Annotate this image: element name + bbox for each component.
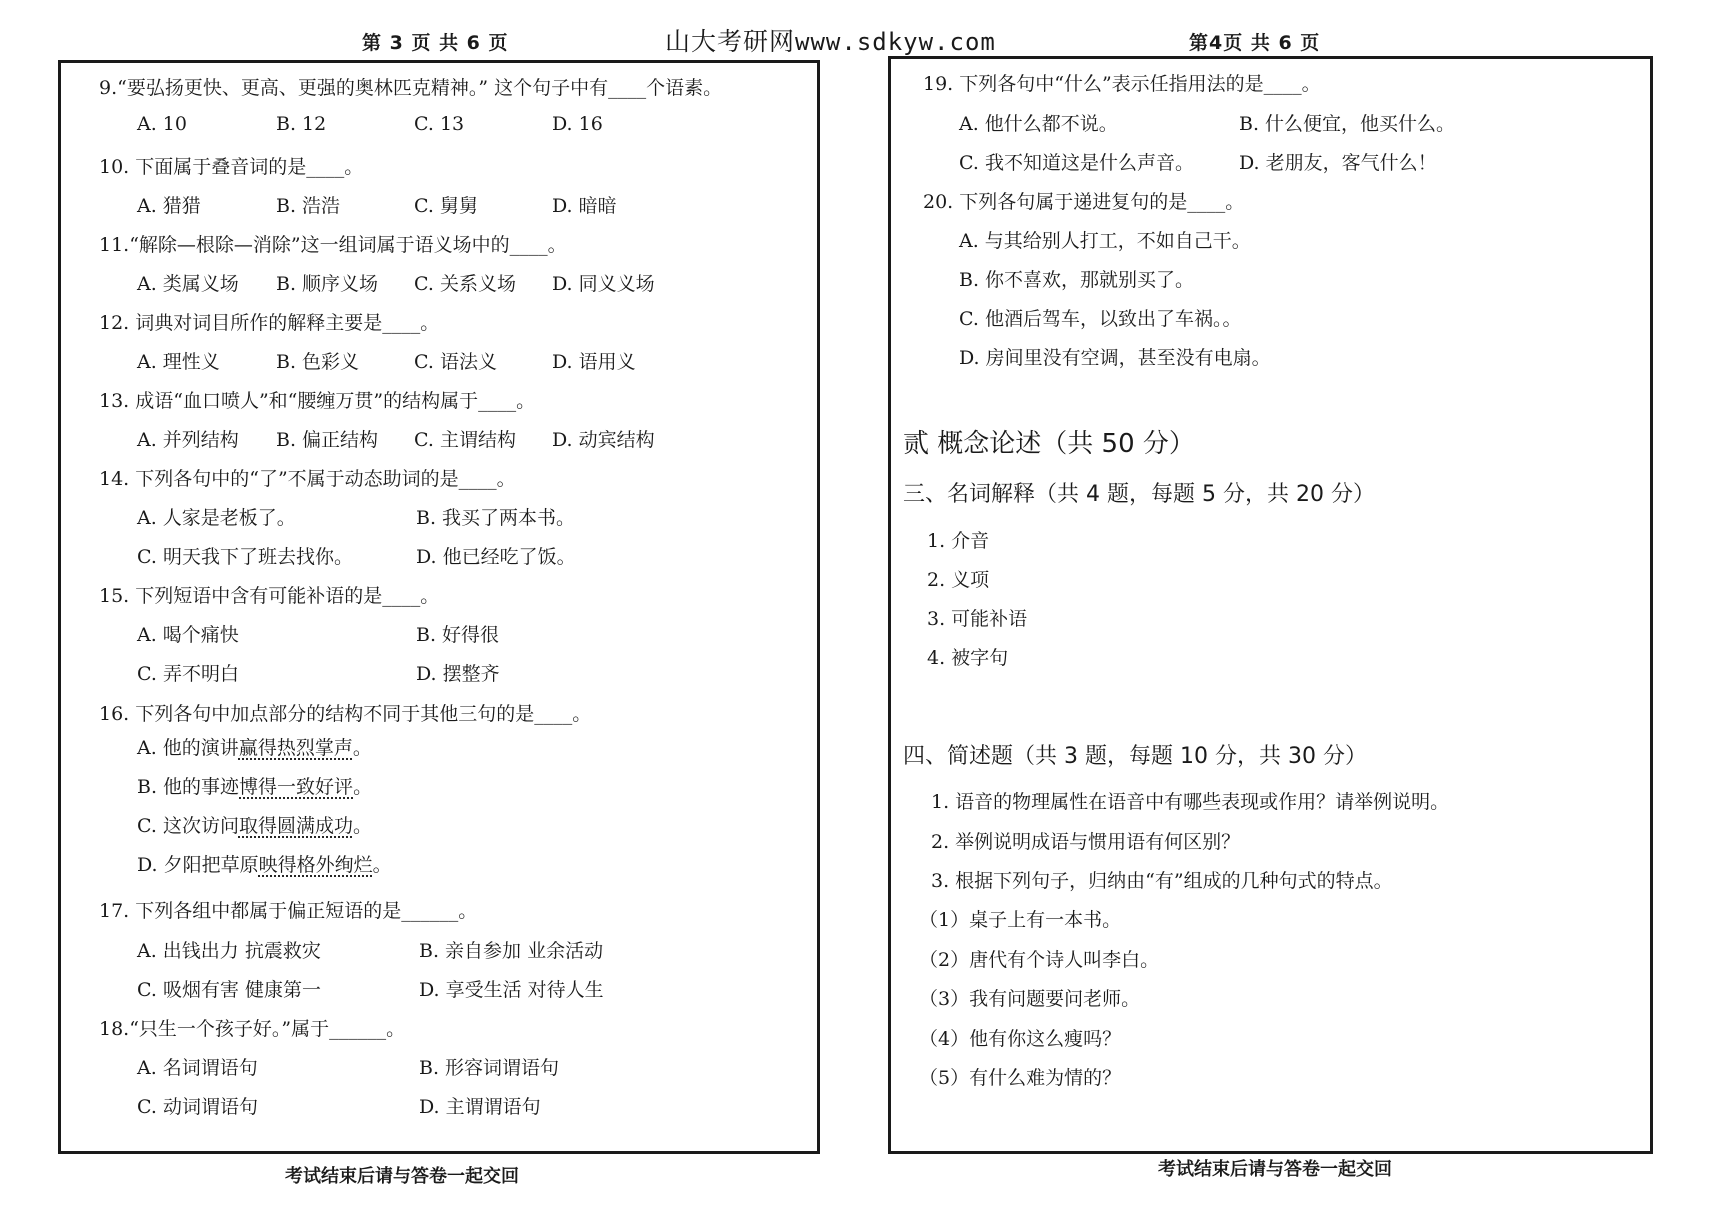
question-16: 16. 下列各句中加点部分的结构不同于其他三句的是____。 <box>99 703 592 725</box>
q19-option-d: D. 老朋友，客气什么！ <box>1239 152 1437 174</box>
q14-option-b: B. 我买了两本书。 <box>416 507 576 529</box>
q18-option-a: A. 名词谓语句 <box>137 1057 258 1079</box>
question-18: 18.“只生一个孩子好。”属于______。 <box>99 1018 406 1040</box>
q13-option-b: B. 偏正结构 <box>276 429 379 451</box>
q15-option-a: A. 喝个痛快 <box>137 624 239 646</box>
q16-d-plain: D. 夕阳把草原 <box>137 854 259 876</box>
q11-option-d: D. 同义义场 <box>552 273 655 295</box>
example-sentence: （2）唐代有个诗人叫李白。 <box>919 949 1160 971</box>
q9-option-d: D. 16 <box>552 113 603 135</box>
right-page <box>888 56 1653 1154</box>
q12-option-d: D. 语用义 <box>552 351 636 373</box>
q12-option-c: C. 语法义 <box>414 351 497 373</box>
q19-option-a: A. 他什么都不说。 <box>959 113 1118 135</box>
q16-d-end: 。 <box>372 854 392 876</box>
q19-option-b: B. 什么便宜，他买什么。 <box>1239 113 1456 135</box>
question-13: 13. 成语“血口喷人”和“腰缠万贯”的结构属于____。 <box>99 390 536 412</box>
question-14: 14. 下列各句中的“了”不属于动态助词的是____。 <box>99 468 516 490</box>
essay-question: 2. 举例说明成语与惯用语有何区别？ <box>931 831 1241 853</box>
q16-option-c <box>137 811 372 838</box>
q11-option-b: B. 顺序义场 <box>276 273 379 295</box>
q19-option-c: C. 我不知道这是什么声音。 <box>959 152 1194 174</box>
term-item: 1. 介音 <box>927 530 990 552</box>
example-sentence: （3）我有问题要问老师。 <box>919 988 1141 1010</box>
q13-option-d: D. 动宾结构 <box>552 429 655 451</box>
q11-option-c: C. 关系义场 <box>414 273 516 295</box>
q20-option-b: B. 你不喜欢，那就别买了。 <box>959 269 1195 291</box>
q16-c-end: 。 <box>352 815 372 837</box>
q9-option-b: B. 12 <box>276 113 327 135</box>
site-name: 山大考研网 <box>665 27 796 56</box>
question-12: 12. 词典对词目所作的解释主要是____。 <box>99 312 440 334</box>
section-four-heading: 四、简述题（共 3 题，每题 10 分，共 30 分） <box>903 744 1367 769</box>
q16-c-plain: C. 这次访问 <box>137 815 239 837</box>
site-header <box>665 22 996 58</box>
question-15: 15. 下列短语中含有可能补语的是____。 <box>99 585 440 607</box>
q16-a-end: 。 <box>352 737 372 759</box>
q9-option-c: C. 13 <box>414 113 465 135</box>
question-11: 11.“解除—根除—消除”这一组词属于语义场中的____。 <box>99 234 567 256</box>
left-footer-note: 考试结束后请与答卷一起交回 <box>285 1166 519 1187</box>
q11-option-a: A. 类属义场 <box>137 273 239 295</box>
question-17: 17. 下列各组中都属于偏正短语的是______。 <box>99 900 478 922</box>
q14-option-a: A. 人家是老板了。 <box>137 507 296 529</box>
example-sentence: （5）有什么难为情的？ <box>919 1067 1122 1089</box>
q15-option-d: D. 摆整齐 <box>416 663 500 685</box>
question-10: 10. 下面属于叠音词的是____。 <box>99 156 364 178</box>
left-page-number: 第 3 页 共 6 页 <box>362 32 509 54</box>
q16-a-plain: A. 他的演讲 <box>137 737 239 759</box>
q9-option-a: A. 10 <box>137 113 187 135</box>
q17-option-b: B. 亲自参加 业余活动 <box>419 940 604 962</box>
q16-a-dotted: 赢得热烈掌声 <box>238 737 353 759</box>
example-sentence: （1）桌子上有一本书。 <box>919 909 1122 931</box>
q16-c-dotted: 取得圆满成功 <box>238 815 353 837</box>
site-url: www.sdkyw.com <box>795 28 996 56</box>
q16-option-b <box>137 772 372 799</box>
q15-option-c: C. 弄不明白 <box>137 663 239 685</box>
q10-option-c: C. 舅舅 <box>414 195 478 217</box>
q17-option-d: D. 享受生活 对待人生 <box>419 979 604 1001</box>
q20-option-c: C. 他酒后驾车，以致出了车祸。。 <box>959 308 1242 330</box>
q10-option-a: A. 猎猎 <box>137 195 201 217</box>
q20-option-d: D. 房间里没有空调，甚至没有电扇。 <box>959 347 1271 369</box>
q16-b-plain: B. 他的事迹 <box>137 776 240 798</box>
q17-option-a: A. 出钱出力 抗震救灾 <box>137 940 321 962</box>
q16-b-end: 。 <box>353 776 373 798</box>
essay-question: 3. 根据下列句子，归纳由“有”组成的几种句式的特点。 <box>931 870 1393 892</box>
q10-option-b: B. 浩浩 <box>276 195 341 217</box>
term-item: 3. 可能补语 <box>927 608 1028 630</box>
question-9: 9.“要弘扬更快、更高、更强的奥林匹克精神。” 这个句子中有____个语素。 <box>99 77 723 99</box>
q16-b-dotted: 博得一致好评 <box>239 776 354 798</box>
q12-option-b: B. 色彩义 <box>276 351 360 373</box>
term-item: 4. 被字句 <box>927 647 1009 669</box>
q20-option-a: A. 与其给别人打工，不如自己干。 <box>959 230 1251 252</box>
q17-option-c: C. 吸烟有害 健康第一 <box>137 979 321 1001</box>
term-item: 2. 义项 <box>927 569 990 591</box>
q14-option-c: C. 明天我下了班去找你。 <box>137 546 353 568</box>
q18-option-b: B. 形容词谓语句 <box>419 1057 560 1079</box>
q12-option-a: A. 理性义 <box>137 351 220 373</box>
question-20: 20. 下列各句属于递进复句的是____。 <box>923 191 1245 213</box>
essay-question: 1. 语音的物理属性在语音中有哪些表现或作用？请举例说明。 <box>931 791 1450 813</box>
q15-option-b: B. 好得很 <box>416 624 500 646</box>
example-sentence: （4）他有你这么瘦吗？ <box>919 1028 1122 1050</box>
q14-option-d: D. 他已经吃了饭。 <box>416 546 576 568</box>
right-page-number: 第4页 共 6 页 <box>1189 32 1321 54</box>
q16-option-a <box>137 733 372 760</box>
question-19: 19. 下列各句中“什么”表示任指用法的是____。 <box>923 73 1321 95</box>
right-footer-note: 考试结束后请与答卷一起交回 <box>1158 1159 1392 1180</box>
q16-option-d <box>137 850 392 877</box>
q18-option-d: D. 主谓谓语句 <box>419 1096 541 1118</box>
q18-option-c: C. 动词谓语句 <box>137 1096 258 1118</box>
part-two-heading: 贰 概念论述（共 50 分） <box>903 429 1195 459</box>
section-three-heading: 三、名词解释（共 4 题，每题 5 分，共 20 分） <box>903 482 1375 507</box>
q13-option-c: C. 主谓结构 <box>414 429 516 451</box>
q16-d-dotted: 映得格外绚烂 <box>258 854 373 876</box>
left-page <box>58 60 820 1154</box>
q10-option-d: D. 暗暗 <box>552 195 617 217</box>
q13-option-a: A. 并列结构 <box>137 429 239 451</box>
